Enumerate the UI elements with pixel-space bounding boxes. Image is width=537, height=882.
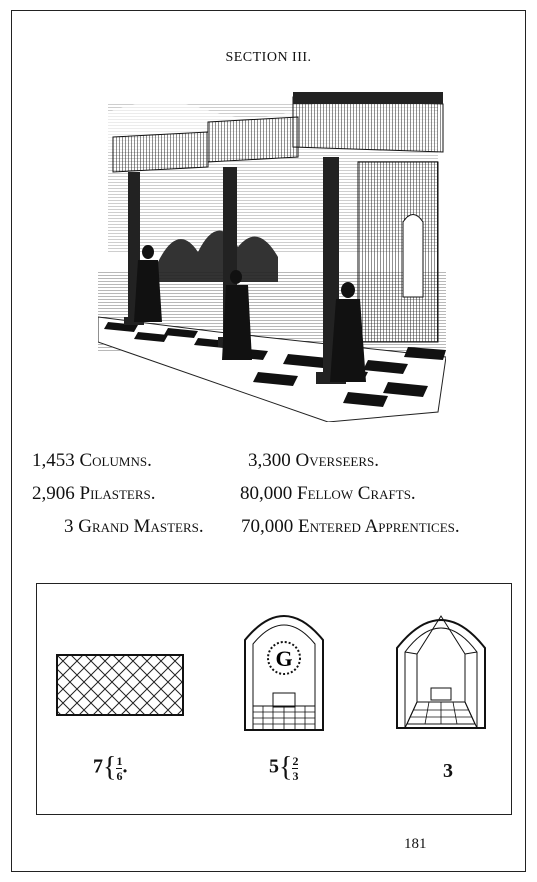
stat-number: 3,300 (248, 450, 291, 471)
stat-fellow-crafts (240, 483, 416, 505)
stat-grand-masters (64, 516, 204, 538)
page-number: 181 (404, 836, 427, 852)
arch-letter: G (275, 646, 293, 671)
arched-niche-with-g-icon (243, 600, 325, 732)
fraction-label-lattice (93, 752, 127, 784)
denominator: 6 (116, 768, 123, 783)
temple-porch-engraving (98, 92, 446, 422)
stat-label: Entered Apprentices. (298, 516, 460, 537)
whole-number: 5 (269, 755, 279, 778)
fraction-label-arch (269, 752, 298, 784)
fraction-label-vault (443, 760, 453, 783)
diagram-box (36, 583, 512, 815)
stat-label: Columns. (79, 450, 152, 471)
stat-label: Overseers. (295, 450, 379, 471)
lattice-pavement-icon (56, 654, 184, 716)
stat-number: 2,906 (32, 483, 75, 504)
numerator: 1 (116, 753, 123, 768)
stat-number: 80,000 (240, 483, 293, 504)
vaulted-niche-icon (395, 604, 487, 730)
section-title: SECTION III. (225, 50, 312, 65)
numerator: 2 (292, 753, 299, 768)
stat-pilasters (32, 483, 156, 505)
stat-columns (32, 450, 152, 472)
stat-label: Pilasters. (79, 483, 156, 504)
denominator: 3 (292, 768, 299, 783)
stat-number: 70,000 (241, 516, 294, 537)
stat-label: Grand Masters. (78, 516, 204, 537)
brace-icon: { (103, 752, 117, 783)
stat-number: 3 (64, 516, 74, 537)
stat-label: Fellow Crafts. (297, 483, 416, 504)
fraction (292, 754, 298, 783)
stat-entered-apprentices (241, 516, 460, 538)
whole-number: 7 (93, 755, 103, 778)
brace-icon: { (279, 752, 293, 783)
whole-number: 3 (443, 760, 453, 782)
stat-number: 1,453 (32, 450, 75, 471)
stat-overseers (248, 450, 379, 472)
suffix: . (122, 755, 128, 778)
